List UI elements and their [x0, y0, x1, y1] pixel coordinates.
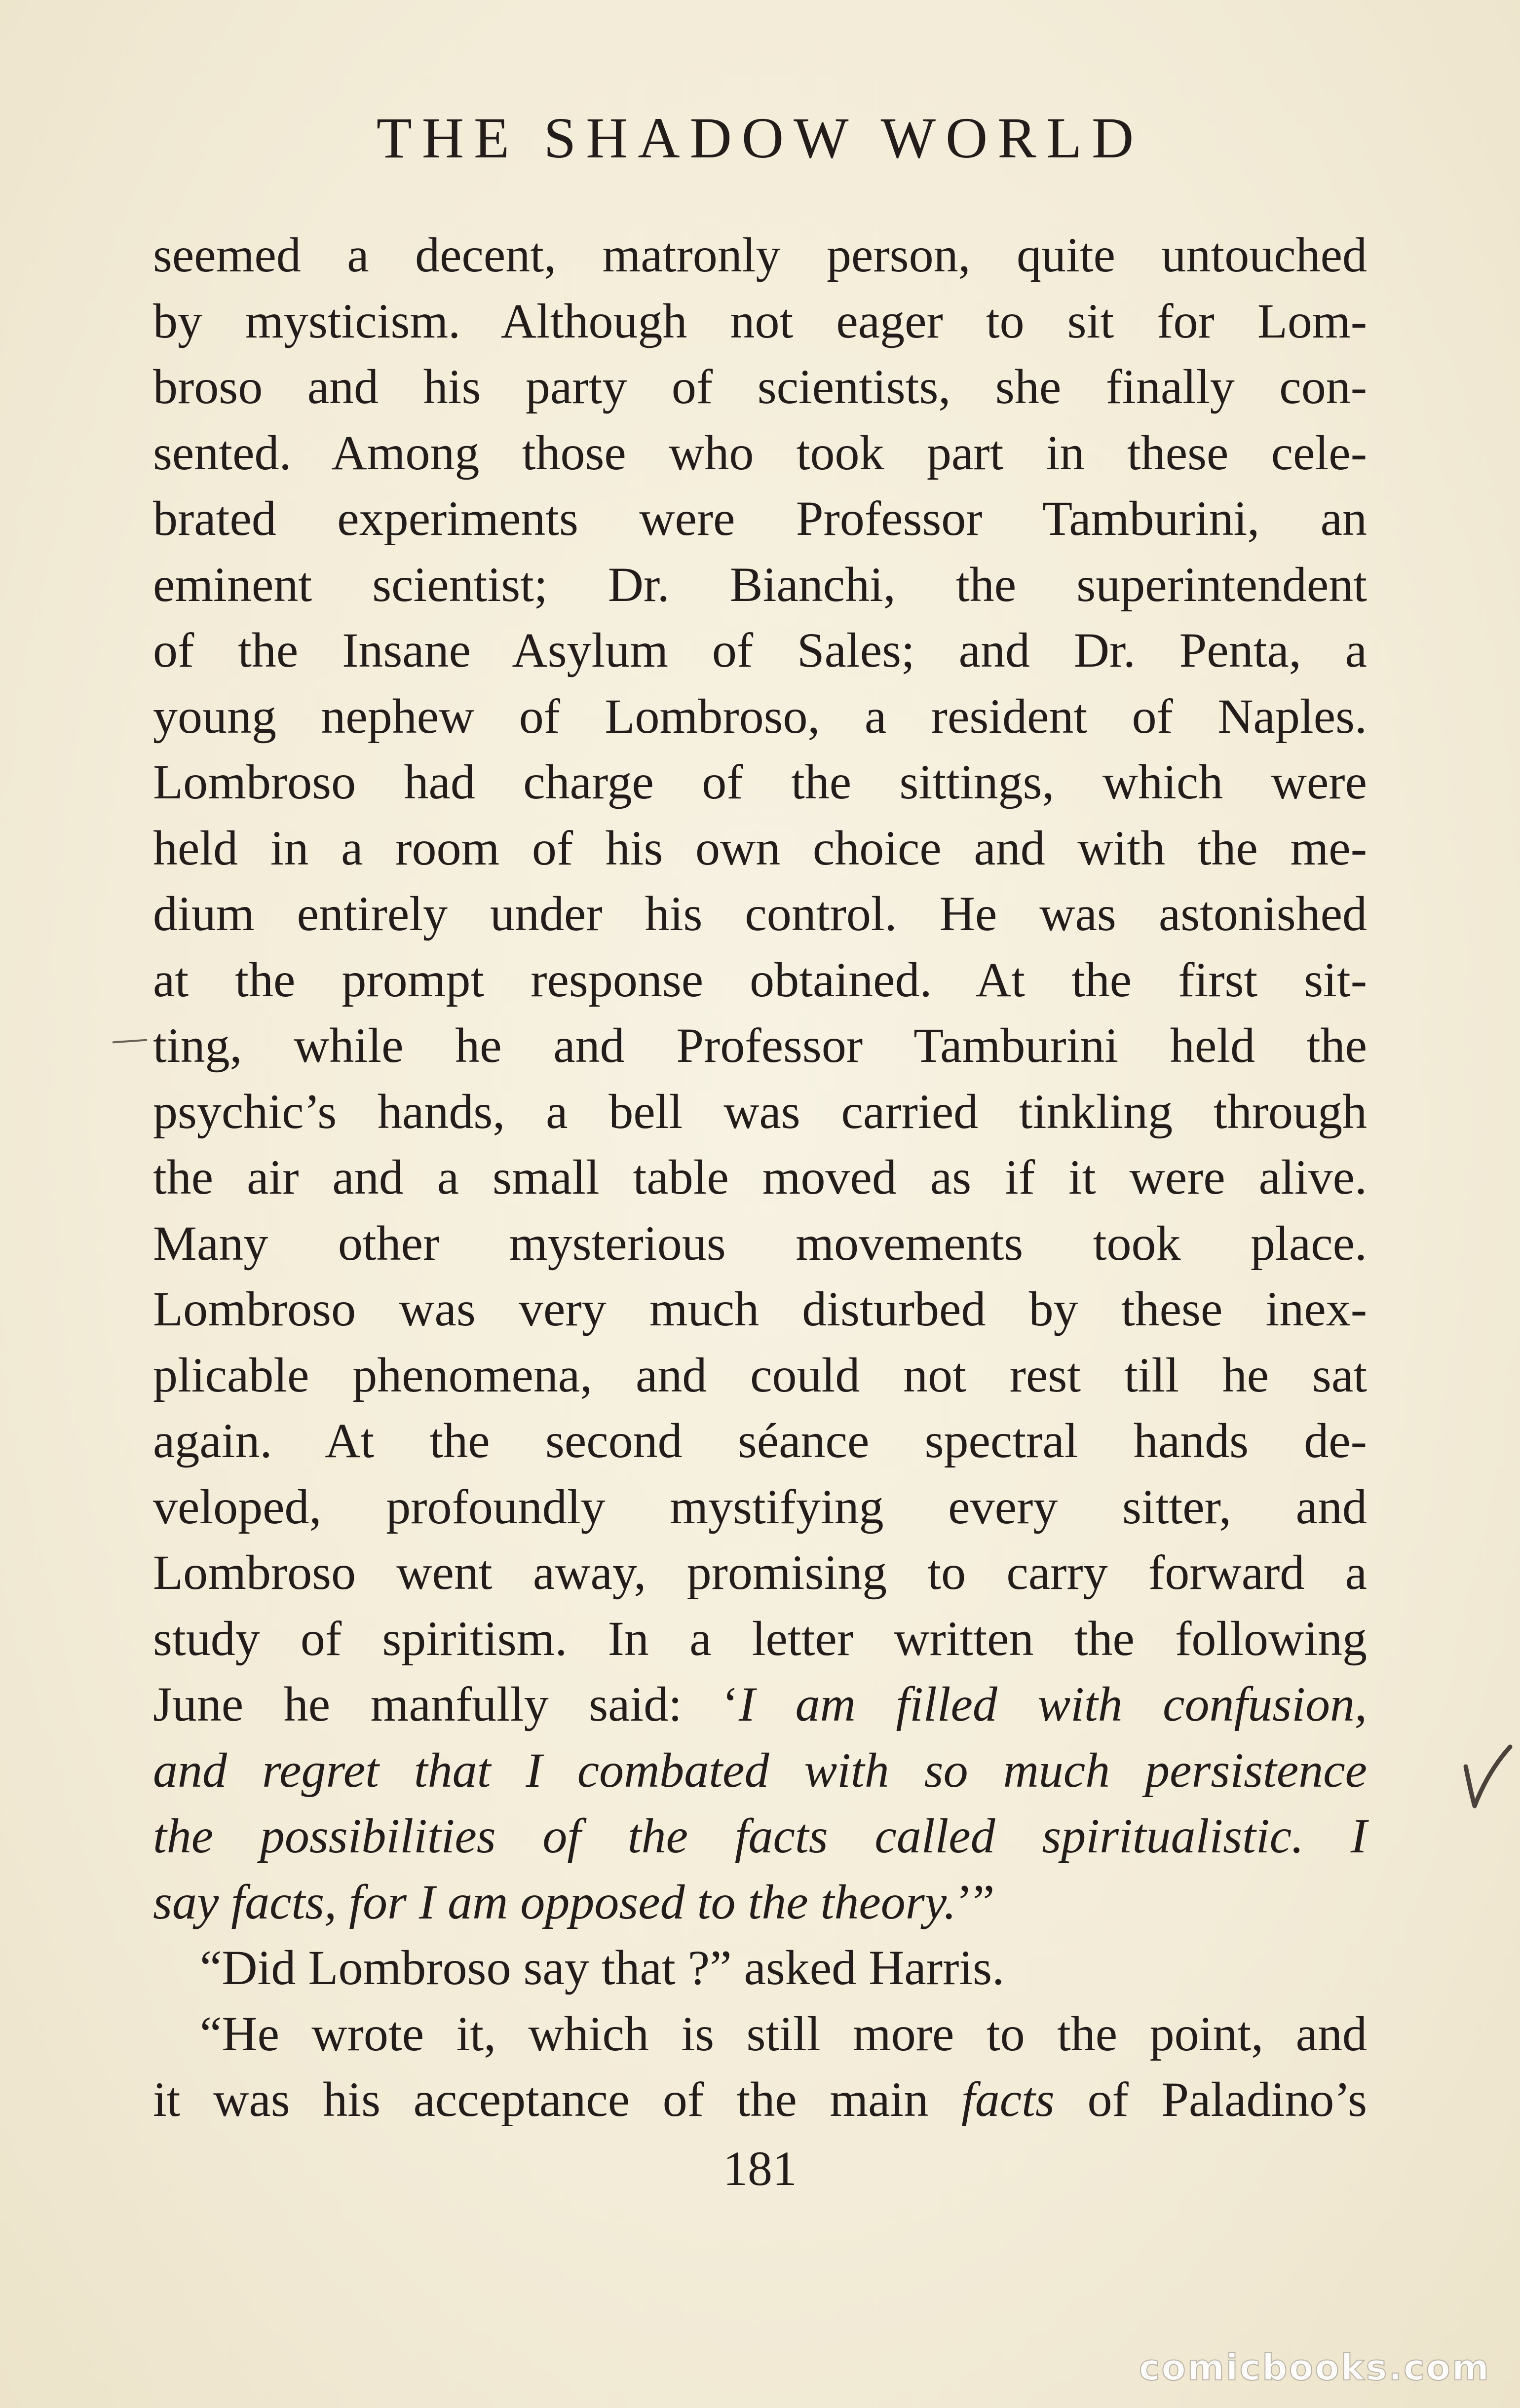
text-line: broso and his party of scientists, she finally con-: [153, 359, 1367, 414]
text-line: again. At the second séance spectral hands de-: [153, 1413, 1367, 1468]
italic-word: facts: [961, 2072, 1055, 2127]
margin-pencil-mark: [113, 1039, 147, 1044]
text-line: of the Insane Asylum of Sales; and Dr. Penta, a: [153, 623, 1367, 677]
body-text: [153, 222, 1367, 2133]
text-line: ting, while he and Professor Tamburini held the: [153, 1018, 1367, 1073]
text-line: Lombroso had charge of the sittings, which were: [153, 754, 1367, 809]
text-line: seemed a decent, matronly person, quite untouched: [153, 227, 1367, 282]
text-line: study of spiritism. In a letter written the following: [153, 1611, 1367, 1666]
text-line: psychic’s hands, a bell was carried tinkling through: [153, 1084, 1367, 1139]
text-line: by mysticism. Although not eager to sit for Lom-: [153, 293, 1367, 348]
running-head: THE SHADOW WORLD: [376, 106, 1144, 170]
text-line: say facts, for I am opposed to the theory.’”: [153, 1874, 995, 1929]
text-line: Lombroso was very much disturbed by these inex-: [153, 1281, 1367, 1336]
text-line: veloped, profoundly mystifying every sitter, and: [153, 1479, 1367, 1534]
text-line: Lombroso went away, promising to carry forward a: [153, 1545, 1367, 1600]
check-mark-icon: [1461, 1737, 1515, 1811]
text-line: “He wrote it, which is still more to the point, and: [200, 2006, 1367, 2061]
italic-quote: and regret that I combated with so much persistence: [153, 1742, 1367, 1798]
italic-quote: say facts, for I am opposed to the theory.: [153, 1874, 956, 1929]
text-line: the air and a small table moved as if it were alive.: [153, 1150, 1367, 1204]
text-line: at the prompt response obtained. At the first sit-: [153, 952, 1367, 1007]
text-line: plicable phenomena, and could not rest till he sat: [153, 1347, 1367, 1402]
text-line: dium entirely under his control. He was astonished: [153, 886, 1367, 941]
page-number: 181: [723, 2141, 797, 2196]
text-line: brated experiments were Professor Tamburini, an: [153, 491, 1367, 546]
text-line: eminent scientist; Dr. Bianchi, the superintendent: [153, 557, 1367, 612]
italic-quote: the possibilities of the facts called spiritualistic. I: [153, 1808, 1367, 1863]
text-line: it was his acceptance of the main facts of Paladino’s: [153, 2072, 1367, 2127]
italic-quote: I am filled with confusion,: [738, 1677, 1367, 1731]
text-line: [153, 1737, 1367, 1804]
text-line: Many other mysterious movements took place.: [153, 1215, 1367, 1271]
text-line: “Did Lombroso say that ?” asked Harris.: [200, 1940, 1005, 1995]
watermark: comicbooks.com: [1139, 2347, 1490, 2388]
text-line: June he manfully said: ‘I am filled with confusion,: [153, 1677, 1367, 1731]
text-line: young nephew of Lombroso, a resident of Naples.: [153, 688, 1367, 744]
text-line: held in a room of his own choice and with the me-: [153, 820, 1367, 875]
text-line: sented. Among those who took part in these cele-: [153, 425, 1367, 480]
text-line: [153, 1803, 1367, 1869]
